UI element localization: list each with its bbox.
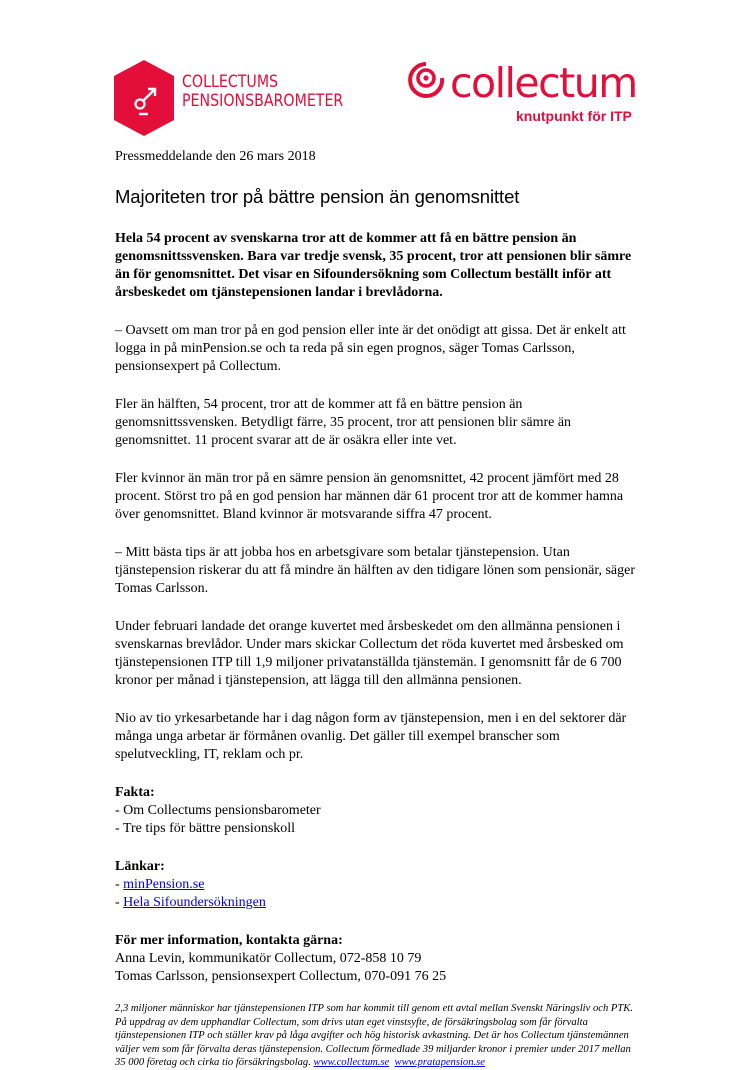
contact-person: Tomas Carlsson, pensionsexpert Collectum, 070-091 76 25 <box>115 969 447 984</box>
fakta-title: Fakta: <box>115 785 155 800</box>
barometer-logo-line1: COLLECTUMS <box>182 72 279 91</box>
contact-title: För mer information, kontakta gärna: <box>115 933 343 948</box>
dateline: Pressmeddelande den 26 mars 2018 <box>115 149 316 164</box>
collectum-target-icon <box>406 58 454 98</box>
paragraph: – Mitt bästa tips är att jobba hos en arbetsgivare som betalar tjänstepension. Utan tjänstepension riskerar du att få mindre än hälften av den tidigare lönen som pensionär, säger Tomas Carlsson. <box>115 545 635 596</box>
paragraph: – Oavsett om man tror på en god pension eller inte är det onödigt att gissa. Det är enkelt att logga in på minPension.se och ta reda på sin egen prognos, säger Tomas Carlsson, pensionsexpert på Collectum. <box>115 323 626 374</box>
article-body <box>115 148 635 1070</box>
pensionsbarometer-hexagon-icon <box>112 58 176 138</box>
sifo-survey-link[interactable]: Hela Sifoundersökningen <box>123 895 266 910</box>
headline: Majoriteten tror på bättre pension än genomsnittet <box>115 186 520 207</box>
link-dash: - <box>115 877 124 892</box>
fakta-item: - Om Collectums pensionsbarometer <box>115 803 321 818</box>
collectum-logo <box>406 58 646 130</box>
link-dash: - <box>115 895 124 910</box>
contact-person: Anna Levin, kommunikatör Collectum, 072-858 10 79 <box>115 951 422 966</box>
paragraph: Under februari landade det orange kuvertet med årsbeskedet om den allmänna pensionen i svenskarnas brevlådor. Under mars skickar Collectum det röda kuvertet med årsbesked om tjänstepensionen ITP till 1,9 miljoner privatanställda tjänstemän. I genomsnitt får de 6 700 kronor per månad i tjänstepension, att lägga till den allmänna pensionen. <box>115 619 624 688</box>
collectum-wordmark: collectum <box>450 59 637 107</box>
fakta-section <box>115 784 635 838</box>
fakta-item: - Tre tips för bättre pensionskoll <box>115 821 296 836</box>
collectum-tagline: knutpunkt för ITP <box>516 108 632 124</box>
paragraph: Fler kvinnor än män tror på en sämre pension än genomsnittet, 42 procent jämfört med 28 procent. Störst tro på en god pension har männen där 61 procent tror att de kommer hamna över genomsnittet. Bland kvinnor är motsvarande siffra 47 procent. <box>115 471 624 522</box>
paragraph: Nio av tio yrkesarbetande har i dag någon form av tjänstepension, men i en del sektorer där många unga arbetar är förmånen ovanlig. Det gäller till exempel branscher som spelutveckling, IT, reklam och pr. <box>115 711 627 762</box>
barometer-logo-line2: PENSIONSBAROMETER <box>182 91 344 110</box>
pensionsbarometer-logo-text <box>182 72 343 110</box>
contact-section <box>115 932 635 986</box>
minpension-link[interactable]: minPension.se <box>123 877 205 892</box>
paragraph: Fler än hälften, 54 procent, tror att de kommer att få en bättre pension än genomsnittssvensken. Betydligt färre, 35 procent, tror att pensionen blir sämre än genomsnittet. 11 procent svarar att de är osäkra eller inte vet. <box>115 397 572 448</box>
link-line <box>115 876 635 894</box>
boilerplate-footer <box>115 1002 635 1070</box>
pensionsbarometer-logo <box>112 58 342 138</box>
lead-paragraph: Hela 54 procent av svenskarna tror att de kommer att få en bättre pension än genomsnittssvensken. Bara var tredje svensk, 35 procent, tror att pensionen blir sämre än för genomsnittet. Det visar en Sifoundersökning som Collectum beställt inför att årsbeskedet om tjänstepensionen landar i brevlådorna. <box>115 231 632 300</box>
pratapension-website-link[interactable]: www.pratapension.se <box>394 1057 485 1068</box>
lankar-section <box>115 858 635 912</box>
link-line <box>115 894 635 912</box>
footer-text: 2,3 miljoner människor har tjänstepensionen ITP som har kommit till genom ett avtal mellan Svenskt Näringsliv och PTK. På uppdrag av dem upphandlar Collectum, som drivs utan eget vinstsyfte, de försäkringsbolag som får förvalta tjänstepensionen ITP och ställer krav på låga avgifter och hög historisk avkastning. Det är hos Collectum tjänstemännen väljer vem som får förvalta deras tjänstepension. Collectum förmedlade 39 miljarder kronor i premier under 2017 mellan 35 000 företag och cirka tio försäkringsbolag. <box>115 1003 633 1068</box>
collectum-website-link[interactable]: www.collectum.se <box>313 1057 390 1068</box>
lankar-title: Länkar: <box>115 859 165 874</box>
